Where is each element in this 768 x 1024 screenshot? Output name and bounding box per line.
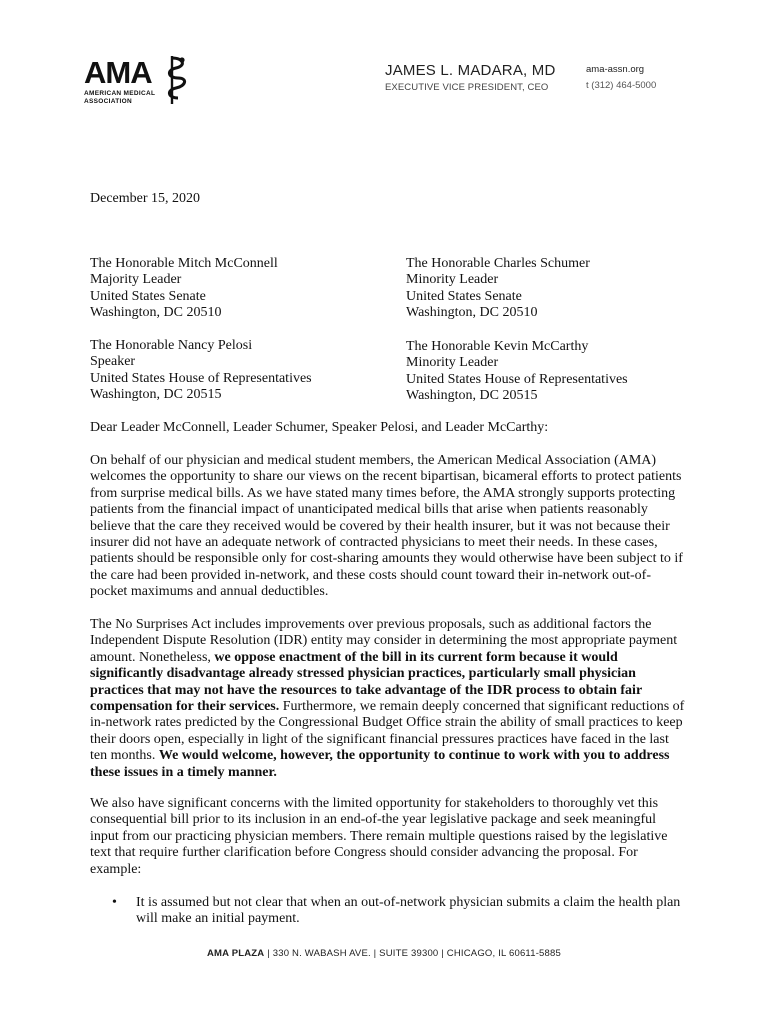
- staff-of-asclepius-icon: [162, 52, 190, 106]
- body-paragraph-3: We also have significant concerns with the limited opportunity for stakeholders to thoroughly vet this consequential bill prior to its inclusion in an end-of-the year legislative package and seek meaningful input from our practicing physician members. There remain multiple questions raised by the legislative text that require further clarification before Congress should consider advancing the proposal. For example:: [90, 796, 668, 877]
- body-paragraph-1: On behalf of our physician and medical student members, the American Medical Association (AMA) welcomes the opportunity to share our views on the recent bipartisan, bicameral efforts to protect patients from surprise medical bills. As we have stated many times before, the AMA strongly supports protecting patients from the financial impact of unanticipated medical bills that arise when patients reasonably believe that the care they received would be covered by their health insurer, but it was not because their insurer did not have an adequate network of contracted physicians to meet their needs. In these cases, patients should be responsible only for cost-sharing amounts they would otherwise have been subject to if the care had been provided in-network, and these costs should count toward their in-network out-of- pocket maximums and annual deductibles.: [90, 453, 683, 600]
- ama-logo: [84, 52, 194, 114]
- logo-subtitle: AMERICAN MEDICAL ASSOCIATION: [84, 90, 156, 105]
- executive-name: JAMES L. MADARA, MD: [385, 62, 556, 79]
- recipient-address-mcconnell: The Honorable Mitch McConnell Majority Leader United States Senate Washington, DC 20510: [90, 256, 278, 321]
- bullet-dot-icon: •: [112, 895, 117, 910]
- footer-address: AMA PLAZA | 330 N. WABASH AVE. | SUITE 39300 | CHICAGO, IL 60611-5885: [206, 948, 561, 959]
- letter-page: AMA AMERICAN MEDICAL ASSOCIATION JAMES L. MADARA, MD EXECUTIVE VICE PRESIDENT, CEO ama-assn.org t (312) 464-5000 December 15, 2020 The Honorable Mitch McConnell Majority Leader United States Senate Washington, DC 20510 The Honorable Charles Schumer Minority Leader United States Senate Washington, DC 20510 The Honorable Nancy Pelosi Speaker United States House of Representatives Washington, DC 20515 The Honorable Kevin McCarthy Minority Leader United States House of Representatives Washington, DC 20515 Dear Leader McConnell, Leader Schumer, Speaker Pelosi, and Leader McCarthy: On behalf of our physician and medical student members, the American Medical Association (AMA) welcomes the opportunity to share our views on the recent bipartisan, bicameral efforts to protect patients from surprise medical bills. As we have stated many times before, the AMA strongly supports protecting patients from the financial impact of unanticipated medical bills that arise when patients reasonably believe that the care they received would be covered by their health insurer, but it was not because their insurer did not have an adequate network of contracted physicians to meet their needs. In these cases, patients should be responsible only for cost-sharing amounts they would otherwise have been subject to if the care had been provided in-network, and these costs should count toward their in-network out-of- pocket maximums and annual deductibles. The No Surprises Act includes improvements over previous proposals, such as additional factors the Independent Dispute Resolution (IDR) entity may consider in determining the most appropriate payment amount. Nonetheless, we oppose enactment of the bill in its current form because it would significantly disadvantage already stressed physician practices, particularly small physician practices that may not have the resources to take advantage of the IDR process to obtain fair compensation for their services. Furthermore, we remain deeply concerned that significant reductions of in-network rates predicted by the Congressional Budget Office strain the ability of small practices to keep their doors open, especially in light of the significant financial pressures practices have faced in the last ten months. We would welcome, however, the opportunity to continue to work with you to address these issues in a timely manner. We also have significant concerns with the limited opportunity for stakeholders to thoroughly vet this consequential bill prior to its inclusion in an end-of-the year legislative package and seek meaningful input from our practicing physician members. There remain multiple questions raised by the legislative text that require further clarification before Congress should consider advancing the proposal. For example: • It is assumed but not clear that when an out-of-network physician submits a claim the health plan will make an initial payment. AMA PLAZA | 330 N. WABASH AVE. | SUITE 39300 | CHICAGO, IL 60611-5885: [0, 0, 768, 1024]
- recipient-address-schumer: The Honorable Charles Schumer Minority Leader United States Senate Washington, DC 20510: [406, 256, 590, 321]
- logo-wordmark: AMA: [84, 55, 152, 90]
- body-paragraph-2: The No Surprises Act includes improvements over previous proposals, such as additional factors the Independent Dispute Resolution (IDR) entity may consider in determining the most appropriate payment amount. Nonetheless, we oppose enactment of the bill in its current form because it would significantly disadvantage already stressed physician practices, particularly small physician practices that may not have the resources to take advantage of the IDR process to obtain fair compensation for their services. Furthermore, we remain deeply concerned that significant reductions of in-network rates predicted by the Congressional Budget Office strain the ability of small practices to keep their doors open, especially in light of the significant financial pressures practices have faced in the last ten months. We would welcome, however, the opportunity to continue to work with you to address these issues in a timely manner.: [90, 617, 685, 780]
- letter-date: December 15, 2020: [90, 191, 201, 206]
- executive-title: EXECUTIVE VICE PRESIDENT, CEO: [385, 82, 549, 93]
- website-text: ama-assn.org: [586, 64, 645, 75]
- phone-text: t (312) 464-5000: [586, 80, 657, 91]
- recipient-address-mccarthy: The Honorable Kevin McCarthy Minority Leader United States House of Representatives Washington, DC 20515: [406, 339, 628, 404]
- recipient-address-pelosi: The Honorable Nancy Pelosi Speaker United States House of Representatives Washington, DC 20515: [90, 338, 312, 403]
- salutation: Dear Leader McConnell, Leader Schumer, Speaker Pelosi, and Leader McCarthy:: [90, 420, 549, 435]
